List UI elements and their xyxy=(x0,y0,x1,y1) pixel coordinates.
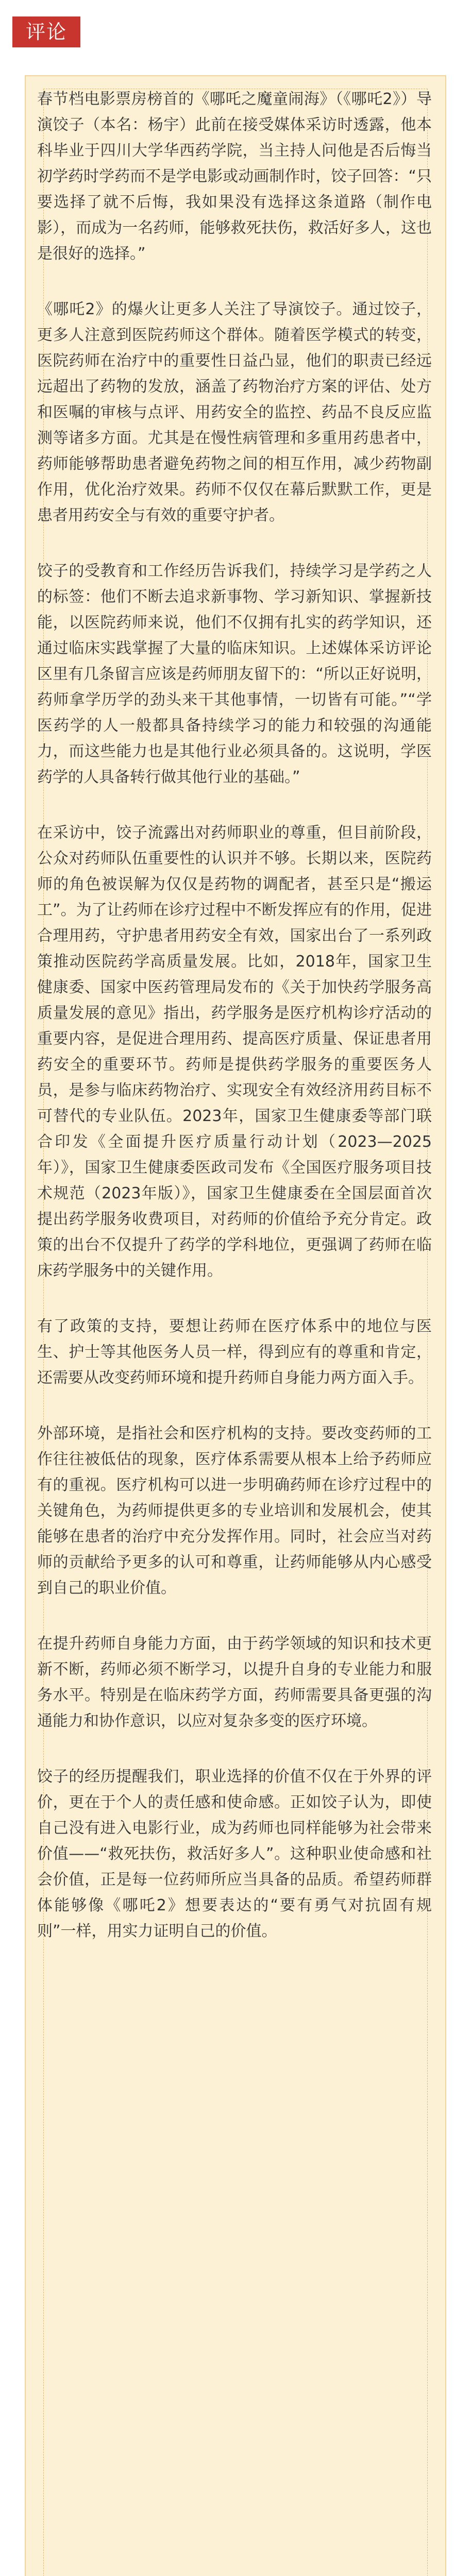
section-header xyxy=(0,0,471,72)
article-paragraph-6: 外部环境，是指社会和医疗机构的支持。要改变药师的工作往往被低估的现象，医疗体系需要从根本上给予药师应有的重视。医疗机构可以进一步明确药师在诊疗过程中的关键角色，为药师提供更多的专业培训和发展机会，使其能够在患者的治疗中充分发挥作用。同时，社会应当对药师的贡献给予更多的认可和尊重，让药师能够从内心感受到自己的职业价值。 xyxy=(37,1425,432,1597)
article-paragraph-2: 《哪吒2》的爆火让更多人关注了导演饺子。通过饺子，更多人注意到医院药师这个群体。随着医学模式的转变，医院药师在治疗中的重要性日益凸显，他们的职责已经远远超出了药物的发放，涵盖了药物治疗方案的评估、处方和医嘱的审核与点评、用药安全的监控、药品不良反应监测等诸多方面。尤其是在慢性病管理和多重用药患者中，药师能够帮助患者避免药物之间的相互作用，减少药物副作用，优化治疗效果。药师不仅仅在幕后默默工作，更是患者用药安全与有效的重要守护者。 xyxy=(37,300,432,524)
article-body xyxy=(37,87,432,1974)
section-tag: 评论 xyxy=(12,16,80,47)
article-paragraph-3: 饺子的受教育和工作经历告诉我们，持续学习是学药之人的标签：他们不断去追求新事物、学习新知识、掌握新技能，以医院药师来说，他们不仅拥有扎实的药学知识，还通过临床实践掌握了大量的临床知识。上述媒体采访评论区里有几条留言应该是药师朋友留下的：“所以正好说明，药师拿学历学的劲头来干其他事情，一切皆有可能。”“学医药学的人一般都具备持续学习的能力和较强的沟通能力，而这些能力也是其他行业必须具备的。这说明，学医药学的人具备转行做其他行业的基础。” xyxy=(37,562,432,786)
article-paragraph-8: 饺子的经历提醒我们，职业选择的价值不仅在于外界的评价，更在于个人的责任感和使命感。正如饺子认为，即使自己没有进入电影行业，成为药师也同样能够为社会带来价值——“救死扶伤，救活好多人”。这种职业使命感和社会价值，正是每一位药师所应当具备的品质。希望药师群体能够像《哪吒2》想要表达的“要有勇气对抗固有规则”一样，用实力证明自己的价值。 xyxy=(37,1768,432,1940)
article-paragraph-7: 在提升药师自身能力方面，由于药学领域的知识和技术更新不断，药师必须不断学习，以提升自身的专业能力和服务水平。特别是在临床药学方面，药师需要具备更强的沟通能力和协作意识，以应对复杂多变的医疗环境。 xyxy=(37,1635,432,1730)
article-paragraph-1: 春节档电影票房榜首的《哪吒之魔童闹海》（《哪吒2》）导演饺子（本名：杨宇）此前在接受媒体采访时透露，他本科毕业于四川大学华西药学院，当主持人问他是否后悔当初学药时学药而不是学电影或动画制作时，饺子回答：“只要选择了就不后悔，我如果没有选择这条道路（制作电影），而成为一名药师，能够救死扶伤，救活好多人，这也是很好的选择。” xyxy=(37,90,432,263)
article-paragraph-4: 在采访中，饺子流露出对药师职业的尊重，但目前阶段，公众对药师队伍重要性的认识并不够。长期以来，医院药师的角色被误解为仅仅是药物的调配者，甚至只是“搬运工”。为了让药师在诊疗过程中不断发挥应有的作用，促进合理用药，守护患者用药安全有效，国家出台了一系列政策推动医院药学高质量发展。比如，2018年，国家卫生健康委、国家中医药管理局发布的《关于加快药学服务高质量发展的意见》指出，药学服务是医疗机构诊疗活动的重要内容，是促进合理用药、提高医疗质量、保证患者用药安全的重要环节。药师是提供药学服务的重要医务人员，是参与临床药物治疗、实现安全有效经济用药目标不可替代的专业队伍。2023年，国家卫生健康委等部门联合印发《全面提升医疗质量行动计划（2023—2025年）》，国家卫生健康委医政司发布《全国医疗服务项目技术规范（2023年版）》，国家卫生健康委在全国层面首次提出药学服务收费项目，对药师的价值给予充分肯定。政策的出台不仅提升了药学的学科地位，更强调了药师在临床药学服务中的关键作用。 xyxy=(37,824,432,1280)
article-paragraph-5: 有了政策的支持，要想让药师在医疗体系中的地位与医生、护士等其他医务人员一样，得到应有的尊重和肯定，还需要从改变药师环境和提升药师自身能力两方面入手。 xyxy=(37,1317,432,1387)
